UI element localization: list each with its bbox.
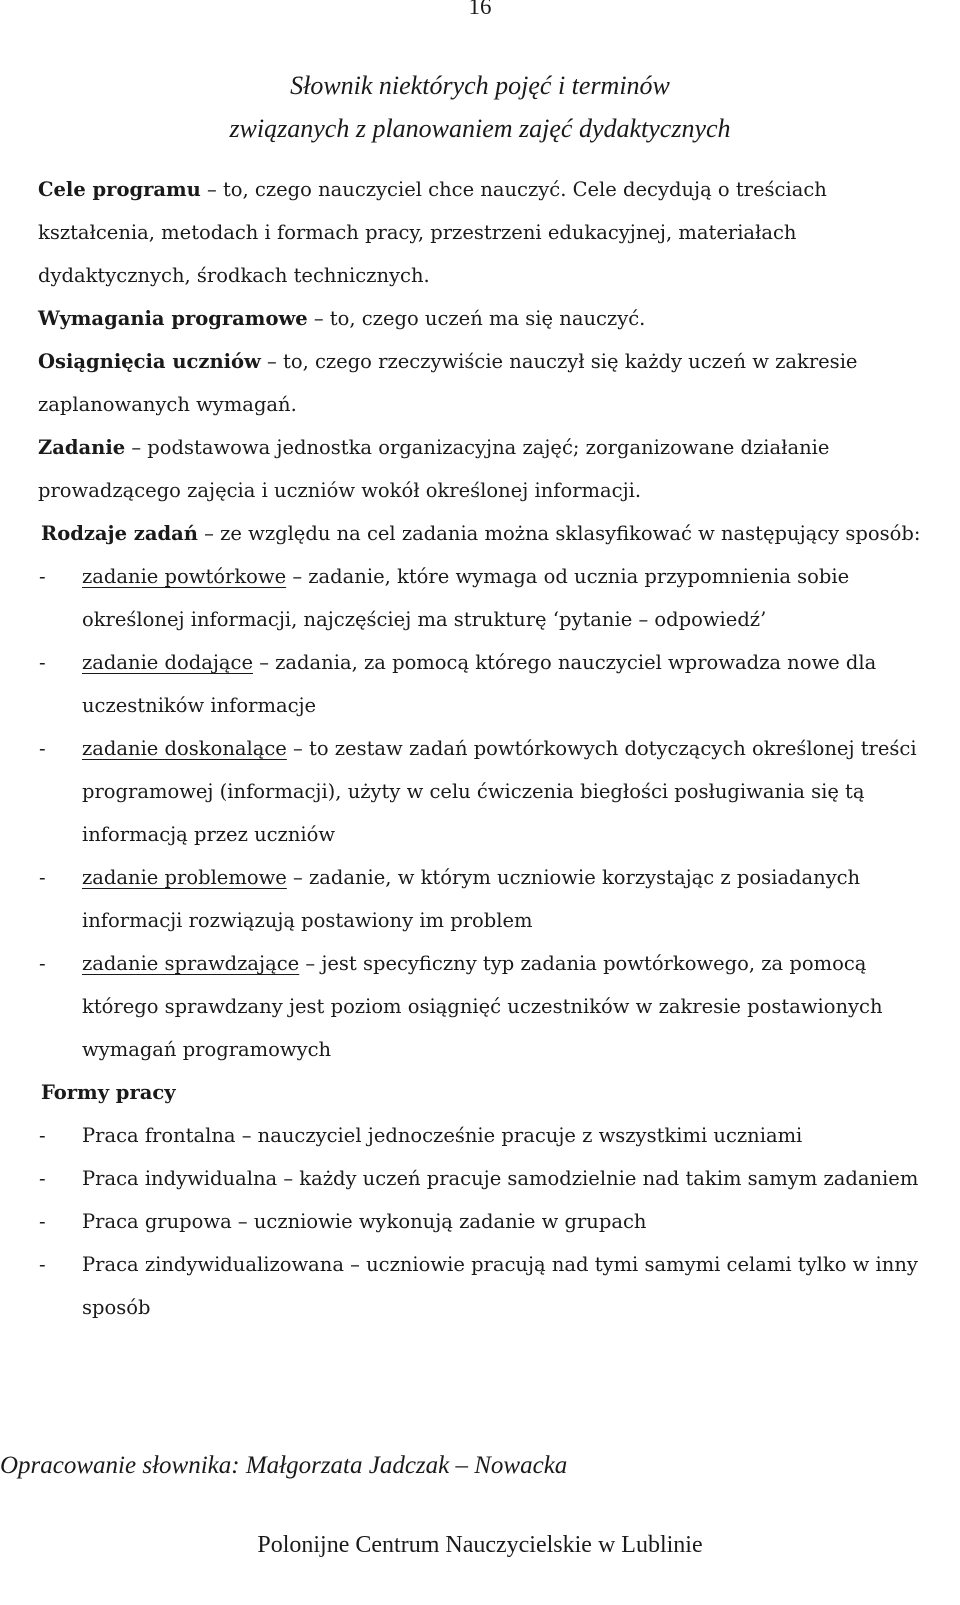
definition-zadanie bbox=[38, 426, 943, 512]
work-form-text: Praca zindywidualizowana – uczniowie pracują nad tymi samymi celami tylko w inny sposób bbox=[82, 1253, 918, 1319]
dash-bullet: - bbox=[39, 952, 46, 975]
work-form-text: Praca frontalna – nauczyciel jednocześnie pracuje z wszystkimi uczniami bbox=[82, 1124, 803, 1147]
definition-osiagniecia-uczniow bbox=[38, 340, 943, 426]
list-item bbox=[38, 856, 943, 942]
dash-bullet: - bbox=[39, 565, 46, 588]
list-item bbox=[38, 942, 943, 1071]
task-types-term: Rodzaje zadań bbox=[41, 522, 198, 545]
definition-cele-programu bbox=[38, 168, 943, 297]
list-item bbox=[38, 555, 943, 641]
task-type-text: – zadania, za pomocą którego nauczyciel wprowadza nowe dla uczestników informacje bbox=[82, 651, 877, 717]
task-type-name: zadanie powtórkowe bbox=[82, 565, 287, 588]
glossary-body bbox=[38, 168, 943, 1329]
task-type-text: – jest specyficzny typ zadania powtórkowego, za pomocą którego sprawdzany jest poziom osiągnięć uczestników w zakresie postawionych wymagań programowych bbox=[82, 952, 883, 1061]
definition-text: – to, czego uczeń ma się nauczyć. bbox=[307, 307, 646, 330]
dash-bullet: - bbox=[39, 1253, 46, 1276]
task-type-name: zadanie problemowe bbox=[82, 866, 287, 889]
work-forms-heading: Formy pracy bbox=[41, 1081, 176, 1104]
dash-bullet: - bbox=[39, 866, 46, 889]
task-types-intro-text: – ze względu na cel zadania można sklasyfikować w następujący sposób: bbox=[197, 522, 921, 545]
page-number: 16 bbox=[468, 0, 492, 19]
glossary-title bbox=[0, 64, 960, 150]
definition-text: – to, czego nauczyciel chce nauczyć. Cele decydują o treściach kształcenia, metodach i formach pracy, przestrzeni edukacyjnej, materiałach dydaktycznych, środkach technicznych. bbox=[38, 178, 827, 287]
task-type-name: zadanie dodające bbox=[82, 651, 254, 674]
work-form-text: Praca grupowa – uczniowie wykonują zadanie w grupach bbox=[82, 1210, 647, 1233]
dash-bullet: - bbox=[39, 651, 46, 674]
footer-institution: Polonijne Centrum Nauczycielskie w Lublinie bbox=[257, 1532, 703, 1558]
definition-term: Wymagania programowe bbox=[38, 307, 308, 330]
list-item bbox=[38, 1157, 943, 1200]
task-type-text: – zadanie, w którym uczniowie korzystając z posiadanych informacji rozwiązują postawiony im problem bbox=[82, 866, 861, 932]
work-form-text: Praca indywidualna – każdy uczeń pracuje samodzielnie nad takim samym zadaniem bbox=[82, 1167, 919, 1190]
definition-text: – podstawowa jednostka organizacyjna zajęć; zorganizowane działanie prowadzącego zajęcia i uczniów wokół określonej informacji. bbox=[38, 436, 830, 502]
title-line-2: związanych z planowaniem zajęć dydaktycznych bbox=[229, 114, 731, 143]
definition-term: Osiągnięcia uczniów bbox=[38, 350, 261, 373]
list-item bbox=[38, 641, 943, 727]
definition-term: Cele programu bbox=[38, 178, 201, 201]
list-item bbox=[38, 727, 943, 856]
task-type-text: – to zestaw zadań powtórkowych dotyczących określonej treści programowej (informacji), użyty w celu ćwiczenia biegłości posługiwania się tą informacją przez uczniów bbox=[82, 737, 917, 846]
task-types-list bbox=[38, 555, 943, 1071]
task-types-intro bbox=[41, 512, 943, 555]
definition-wymagania-programowe bbox=[38, 297, 943, 340]
list-item bbox=[38, 1114, 943, 1157]
glossary-author: Opracowanie słownika: Małgorzata Jadczak – Nowacka bbox=[0, 1452, 568, 1479]
list-item bbox=[38, 1200, 943, 1243]
task-type-text: – zadanie, które wymaga od ucznia przypomnienia sobie określonej informacji, najczęściej ma strukturę ‘pytanie – odpowiedź’ bbox=[82, 565, 850, 631]
title-line-1: Słownik niektórych pojęć i terminów bbox=[290, 71, 670, 100]
dash-bullet: - bbox=[39, 1124, 46, 1147]
task-type-name: zadanie doskonalące bbox=[82, 737, 287, 760]
definition-text: – to, czego rzeczywiście nauczył się każdy uczeń w zakresie zaplanowanych wymagań. bbox=[38, 350, 858, 416]
dash-bullet: - bbox=[39, 1210, 46, 1233]
task-type-name: zadanie sprawdzające bbox=[82, 952, 300, 975]
dash-bullet: - bbox=[39, 737, 46, 760]
dash-bullet: - bbox=[39, 1167, 46, 1190]
list-item bbox=[38, 1243, 943, 1329]
work-forms-list bbox=[38, 1114, 943, 1329]
definition-term: Zadanie bbox=[38, 436, 126, 459]
